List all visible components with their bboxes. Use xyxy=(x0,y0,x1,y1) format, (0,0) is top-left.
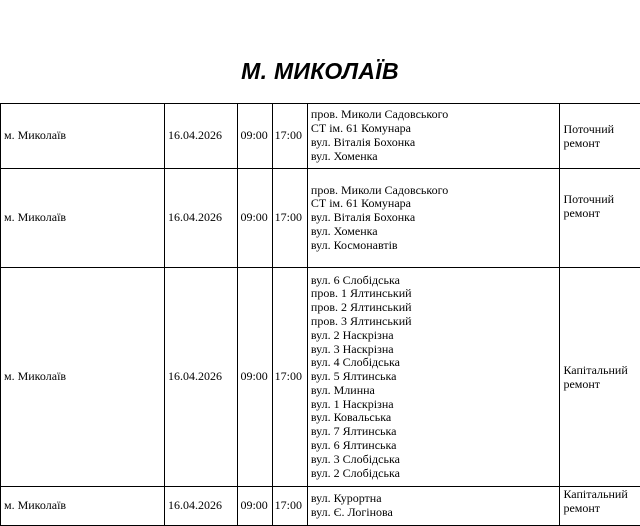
street-item: вул. 1 Наскрізна xyxy=(311,398,557,412)
street-item: вул. Віталія Бохонка xyxy=(311,136,557,150)
street-item: вул. Хоменка xyxy=(311,150,557,164)
end-time-cell: 17:00 xyxy=(272,104,307,169)
start-time-cell: 09:00 xyxy=(238,169,272,268)
date-cell: 16.04.2026 xyxy=(165,169,238,268)
street-item: вул. Віталія Бохонка xyxy=(311,211,557,225)
city-cell: м. Миколаїв xyxy=(1,268,165,487)
work-type-cell: Капітальний ремонт xyxy=(560,268,640,487)
end-time-cell: 17:00 xyxy=(272,268,307,487)
end-time-cell: 17:00 xyxy=(272,487,307,526)
street-item: пров. 1 Ялтинський xyxy=(311,287,557,301)
street-item: пров. 2 Ялтинський xyxy=(311,301,557,315)
streets-cell xyxy=(307,169,560,268)
street-item: вул. Ковальська xyxy=(311,411,557,425)
work-type-cell: Поточний ремонт xyxy=(560,169,640,268)
street-item: вул. 3 Наскрізна xyxy=(311,343,557,357)
streets-cell xyxy=(307,268,560,487)
street-item: вул. 3 Слобідська xyxy=(311,453,557,467)
work-type-cell: Капітальний ремонт xyxy=(560,487,640,526)
street-item: вул. 2 Слобідська xyxy=(311,467,557,481)
street-item: вул. Млинна xyxy=(311,384,557,398)
street-item: СТ ім. 61 Комунара xyxy=(311,197,557,211)
table-row xyxy=(1,487,640,526)
outage-schedule-table xyxy=(0,103,640,526)
table-row xyxy=(1,268,640,487)
street-item: вул. 5 Ялтинська xyxy=(311,370,557,384)
city-cell: м. Миколаїв xyxy=(1,169,165,268)
page-title: М. МИКОЛАЇВ xyxy=(0,58,640,85)
street-item: вул. 6 Ялтинська xyxy=(311,439,557,453)
street-item: пров. Миколи Садовського xyxy=(311,184,557,198)
date-cell: 16.04.2026 xyxy=(165,104,238,169)
street-item: вул. 6 Слобідська xyxy=(311,274,557,288)
street-item: СТ ім. 61 Комунара xyxy=(311,122,557,136)
city-cell: м. Миколаїв xyxy=(1,104,165,169)
street-item: пров. Миколи Садовського xyxy=(311,108,557,122)
streets-cell xyxy=(307,104,560,169)
date-cell: 16.04.2026 xyxy=(165,487,238,526)
streets-cell xyxy=(307,487,560,526)
street-item: вул. Хоменка xyxy=(311,225,557,239)
street-item: вул. Є. Логінова xyxy=(311,506,557,520)
work-type-cell: Поточний ремонт xyxy=(560,104,640,169)
street-item: вул. 4 Слобідська xyxy=(311,356,557,370)
start-time-cell: 09:00 xyxy=(238,268,272,487)
start-time-cell: 09:00 xyxy=(238,487,272,526)
street-item: вул. 7 Ялтинська xyxy=(311,425,557,439)
street-item: вул. 2 Наскрізна xyxy=(311,329,557,343)
street-item: пров. 3 Ялтинський xyxy=(311,315,557,329)
street-item: вул. Космонавтів xyxy=(311,239,557,253)
table-row xyxy=(1,169,640,268)
end-time-cell: 17:00 xyxy=(272,169,307,268)
start-time-cell: 09:00 xyxy=(238,104,272,169)
date-cell: 16.04.2026 xyxy=(165,268,238,487)
city-cell: м. Миколаїв xyxy=(1,487,165,526)
table-row xyxy=(1,104,640,169)
street-item: вул. Курортна xyxy=(311,492,557,506)
